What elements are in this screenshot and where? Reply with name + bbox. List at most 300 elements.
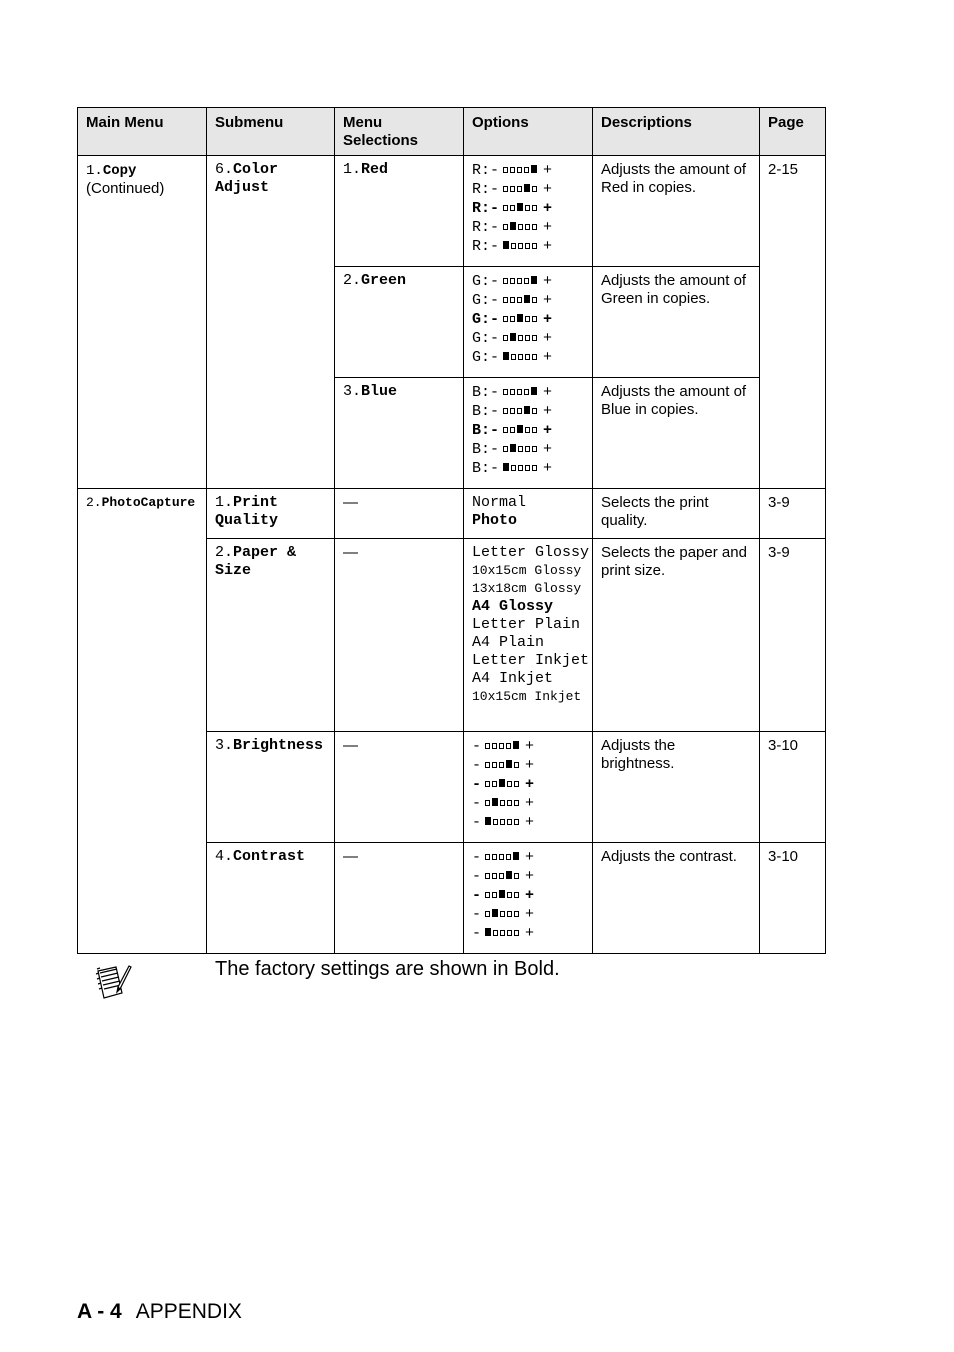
level-indicator xyxy=(503,218,539,236)
level-plus: + xyxy=(525,794,535,812)
description-paper-size: Selects the paper and print size. xyxy=(593,539,760,732)
submenu-name: Contrast xyxy=(233,848,306,865)
level-marker-empty xyxy=(503,297,508,303)
level-marker-filled xyxy=(499,779,505,787)
menu-table xyxy=(77,107,826,954)
option-letter-plain: Letter Plain xyxy=(472,616,581,633)
level-plus: + xyxy=(543,348,553,366)
level-list xyxy=(472,737,584,832)
level-list xyxy=(472,848,584,943)
submenu-name: Print Quality xyxy=(215,494,279,529)
level-prefix: G:- xyxy=(472,329,500,347)
selection-blue xyxy=(335,378,464,489)
level-marker-empty xyxy=(517,389,522,395)
level-marker-empty xyxy=(485,762,490,768)
options-brightness xyxy=(464,732,593,843)
main-menu-name: PhotoCapture xyxy=(101,495,196,510)
level-plus: + xyxy=(525,905,535,923)
level-marker-filled xyxy=(531,165,537,173)
selection-name: Red xyxy=(361,161,389,178)
level-marker-empty xyxy=(499,854,504,860)
level-marker-empty xyxy=(517,278,522,284)
level-marker-empty xyxy=(485,781,490,787)
level-prefix: - xyxy=(472,924,482,942)
selection-number: 3. xyxy=(343,383,362,400)
submenu-number: 1. xyxy=(215,494,234,511)
level-list xyxy=(472,272,584,367)
level-list xyxy=(472,383,584,478)
level-marker-empty xyxy=(500,930,505,936)
level-marker-empty xyxy=(532,224,537,230)
level-marker-empty xyxy=(493,819,498,825)
level-indicator xyxy=(503,180,539,198)
level-marker-empty xyxy=(499,873,504,879)
level-marker-empty xyxy=(511,354,516,360)
level-marker-filled xyxy=(485,928,491,936)
level-marker-empty xyxy=(525,427,530,433)
page-ref-print-quality: 3-9 xyxy=(760,489,826,539)
level-marker-empty xyxy=(532,316,537,322)
level-prefix: - xyxy=(472,867,482,885)
level-marker-empty xyxy=(485,800,490,806)
level-marker-filled xyxy=(503,352,509,360)
submenu-number: 6. xyxy=(215,161,234,178)
selection-brightness: — xyxy=(335,732,464,843)
option-13x18-glossy: 13x18cm Glossy xyxy=(472,581,582,596)
level-indicator xyxy=(485,813,521,831)
level-prefix: R:- xyxy=(472,180,500,198)
level-marker-empty xyxy=(510,408,515,414)
level-plus: + xyxy=(543,180,553,198)
header-menu-selections: Menu Selections xyxy=(335,108,464,156)
level-option xyxy=(472,867,584,886)
level-marker-empty xyxy=(517,186,522,192)
level-prefix: - xyxy=(472,886,482,904)
level-indicator xyxy=(485,905,521,923)
level-option xyxy=(472,402,584,421)
level-prefix: R:- xyxy=(472,199,500,217)
submenu-color-adjust xyxy=(207,156,335,489)
level-marker-empty xyxy=(493,930,498,936)
level-marker-empty xyxy=(492,743,497,749)
level-marker-empty xyxy=(511,465,516,471)
level-option xyxy=(472,459,584,478)
level-marker-empty xyxy=(532,243,537,249)
level-marker-empty xyxy=(510,205,515,211)
level-list xyxy=(472,161,584,256)
level-marker-filled xyxy=(513,741,519,749)
level-option xyxy=(472,310,584,329)
selection-green xyxy=(335,267,464,378)
level-option xyxy=(472,218,584,237)
level-marker-empty xyxy=(485,854,490,860)
main-menu-continued: (Continued) xyxy=(86,180,165,197)
option-10x15-glossy: 10x15cm Glossy xyxy=(472,563,582,578)
level-marker-empty xyxy=(503,389,508,395)
level-option xyxy=(472,272,584,291)
level-marker-empty xyxy=(518,243,523,249)
level-indicator xyxy=(503,421,539,439)
level-marker-empty xyxy=(517,167,522,173)
level-marker-empty xyxy=(532,446,537,452)
level-marker-filled xyxy=(492,798,498,806)
description-print-quality: Selects the print quality. xyxy=(593,489,760,539)
level-marker-empty xyxy=(507,911,512,917)
level-marker-empty xyxy=(532,205,537,211)
level-marker-empty xyxy=(524,167,529,173)
level-marker-empty xyxy=(532,408,537,414)
level-marker-empty xyxy=(532,297,537,303)
level-marker-empty xyxy=(485,892,490,898)
submenu-number: 3. xyxy=(215,737,234,754)
header-main-menu: Main Menu xyxy=(78,108,207,156)
level-prefix: - xyxy=(472,813,482,831)
level-marker-empty xyxy=(518,446,523,452)
level-marker-empty xyxy=(485,873,490,879)
level-marker-filled xyxy=(531,387,537,395)
level-marker-empty xyxy=(532,335,537,341)
level-plus: + xyxy=(543,421,553,439)
level-prefix: G:- xyxy=(472,348,500,366)
selection-name: Green xyxy=(361,272,407,289)
description-blue: Adjusts the amount of Blue in copies. xyxy=(593,378,760,489)
main-menu-copy xyxy=(78,156,207,489)
level-marker-empty xyxy=(506,743,511,749)
level-marker-filled xyxy=(492,909,498,917)
level-marker-empty xyxy=(492,873,497,879)
option-normal: Normal xyxy=(472,494,527,511)
level-marker-empty xyxy=(532,465,537,471)
level-marker-empty xyxy=(525,465,530,471)
page-ref-contrast: 3-10 xyxy=(760,843,826,954)
level-marker-empty xyxy=(525,354,530,360)
level-marker-empty xyxy=(518,465,523,471)
level-marker-filled xyxy=(510,333,516,341)
level-marker-filled xyxy=(531,276,537,284)
level-marker-filled xyxy=(517,203,523,211)
level-marker-empty xyxy=(503,167,508,173)
level-plus: + xyxy=(543,402,553,420)
level-indicator xyxy=(485,886,521,904)
level-plus: + xyxy=(525,775,535,793)
selection-number: 2. xyxy=(343,272,362,289)
level-marker-empty xyxy=(507,781,512,787)
level-marker-empty xyxy=(503,427,508,433)
level-marker-empty xyxy=(514,873,519,879)
level-plus: + xyxy=(543,383,553,401)
level-option xyxy=(472,775,584,794)
level-marker-empty xyxy=(500,819,505,825)
level-marker-empty xyxy=(517,297,522,303)
level-marker-empty xyxy=(517,408,522,414)
level-option xyxy=(472,886,584,905)
level-marker-empty xyxy=(503,205,508,211)
option-photo: Photo xyxy=(472,512,518,529)
level-marker-empty xyxy=(510,297,515,303)
page-ref-paper-size: 3-9 xyxy=(760,539,826,732)
level-option xyxy=(472,161,584,180)
main-menu-name: Copy xyxy=(102,163,137,179)
level-plus: + xyxy=(543,440,553,458)
level-marker-empty xyxy=(503,186,508,192)
level-marker-empty xyxy=(503,446,508,452)
level-option xyxy=(472,813,584,832)
level-marker-empty xyxy=(507,892,512,898)
submenu-name: Brightness xyxy=(233,737,324,754)
level-prefix: - xyxy=(472,775,482,793)
level-option xyxy=(472,440,584,459)
header-descriptions: Descriptions xyxy=(593,108,760,156)
level-marker-filled xyxy=(524,295,530,303)
main-menu-photocapture xyxy=(78,489,207,954)
level-prefix: G:- xyxy=(472,310,500,328)
level-marker-empty xyxy=(525,224,530,230)
selection-name: Blue xyxy=(361,383,398,400)
level-indicator xyxy=(503,459,539,477)
level-prefix: B:- xyxy=(472,440,500,458)
description-green: Adjusts the amount of Green in copies. xyxy=(593,267,760,378)
options-blue xyxy=(464,378,593,489)
level-plus: + xyxy=(525,924,535,942)
level-marker-filled xyxy=(499,890,505,898)
table-row xyxy=(78,489,826,539)
description-red: Adjusts the amount of Red in copies. xyxy=(593,156,760,267)
submenu-contrast xyxy=(207,843,335,954)
level-option xyxy=(472,383,584,402)
level-prefix: - xyxy=(472,848,482,866)
level-indicator xyxy=(503,310,539,328)
level-indicator xyxy=(503,199,539,217)
selection-paper-size: — xyxy=(335,539,464,732)
table-header-row xyxy=(78,108,826,156)
level-option xyxy=(472,737,584,756)
level-prefix: R:- xyxy=(472,161,500,179)
level-plus: + xyxy=(525,867,535,885)
level-marker-empty xyxy=(525,335,530,341)
level-marker-empty xyxy=(510,389,515,395)
level-marker-filled xyxy=(524,184,530,192)
level-marker-empty xyxy=(525,205,530,211)
level-marker-filled xyxy=(524,406,530,414)
level-prefix: B:- xyxy=(472,421,500,439)
header-options: Options xyxy=(464,108,593,156)
level-indicator xyxy=(485,867,521,885)
level-option xyxy=(472,237,584,256)
level-plus: + xyxy=(543,161,553,179)
level-plus: + xyxy=(543,459,553,477)
submenu-name: Color Adjust xyxy=(215,161,279,196)
level-marker-empty xyxy=(506,854,511,860)
level-option xyxy=(472,180,584,199)
level-prefix: - xyxy=(472,905,482,923)
selection-red xyxy=(335,156,464,267)
table-row xyxy=(78,156,826,267)
level-indicator xyxy=(503,383,539,401)
level-plus: + xyxy=(543,218,553,236)
page-ref-brightness: 3-10 xyxy=(760,732,826,843)
level-marker-empty xyxy=(514,781,519,787)
level-marker-filled xyxy=(517,425,523,433)
selection-print-quality: — xyxy=(335,489,464,539)
level-option xyxy=(472,291,584,310)
option-a4-inkjet: A4 Inkjet xyxy=(472,670,554,687)
level-indicator xyxy=(485,794,521,812)
level-marker-empty xyxy=(507,800,512,806)
footer-section: APPENDIX xyxy=(135,1300,242,1323)
notepad-pencil-icon xyxy=(94,963,132,1003)
level-marker-empty xyxy=(525,316,530,322)
option-a4-glossy: A4 Glossy xyxy=(472,598,554,615)
level-prefix: B:- xyxy=(472,402,500,420)
level-plus: + xyxy=(525,813,535,831)
options-red xyxy=(464,156,593,267)
level-marker-empty xyxy=(525,243,530,249)
level-indicator xyxy=(503,402,539,420)
level-marker-empty xyxy=(499,762,504,768)
description-contrast: Adjusts the contrast. xyxy=(593,843,760,954)
level-marker-empty xyxy=(532,427,537,433)
level-indicator xyxy=(485,775,521,793)
level-marker-empty xyxy=(510,427,515,433)
option-letter-glossy: Letter Glossy xyxy=(472,544,590,561)
level-marker-empty xyxy=(525,446,530,452)
level-marker-empty xyxy=(514,819,519,825)
level-marker-empty xyxy=(518,335,523,341)
level-indicator xyxy=(485,737,521,755)
level-marker-filled xyxy=(510,222,516,230)
options-green xyxy=(464,267,593,378)
description-brightness: Adjusts the brightness. xyxy=(593,732,760,843)
level-marker-filled xyxy=(485,817,491,825)
level-indicator xyxy=(503,348,539,366)
level-marker-empty xyxy=(514,800,519,806)
level-indicator xyxy=(503,237,539,255)
level-marker-empty xyxy=(485,743,490,749)
level-marker-empty xyxy=(492,781,497,787)
level-prefix: G:- xyxy=(472,291,500,309)
level-marker-empty xyxy=(503,224,508,230)
level-indicator xyxy=(503,291,539,309)
level-marker-filled xyxy=(513,852,519,860)
level-marker-empty xyxy=(485,911,490,917)
level-marker-empty xyxy=(524,389,529,395)
main-menu-number: 2. xyxy=(86,495,102,510)
level-plus: + xyxy=(525,886,535,904)
selection-number: 1. xyxy=(343,161,362,178)
level-marker-empty xyxy=(503,278,508,284)
level-marker-empty xyxy=(503,316,508,322)
level-option xyxy=(472,924,584,943)
level-marker-filled xyxy=(506,871,512,879)
level-marker-empty xyxy=(492,892,497,898)
level-marker-empty xyxy=(524,278,529,284)
level-option xyxy=(472,421,584,440)
page-footer xyxy=(77,1300,242,1324)
header-submenu: Submenu xyxy=(207,108,335,156)
level-marker-filled xyxy=(510,444,516,452)
header-page: Page xyxy=(760,108,826,156)
level-marker-empty xyxy=(532,186,537,192)
level-prefix: R:- xyxy=(472,218,500,236)
level-marker-empty xyxy=(492,854,497,860)
level-marker-empty xyxy=(510,278,515,284)
level-marker-empty xyxy=(507,930,512,936)
level-option xyxy=(472,794,584,813)
level-marker-filled xyxy=(503,463,509,471)
level-plus: + xyxy=(543,329,553,347)
level-marker-empty xyxy=(510,186,515,192)
options-print-quality xyxy=(464,489,593,539)
level-marker-empty xyxy=(510,316,515,322)
level-plus: + xyxy=(543,237,553,255)
selection-contrast: — xyxy=(335,843,464,954)
level-marker-empty xyxy=(503,335,508,341)
level-indicator xyxy=(503,329,539,347)
submenu-number: 4. xyxy=(215,848,234,865)
level-indicator xyxy=(485,848,521,866)
level-marker-filled xyxy=(506,760,512,768)
page-ref-color: 2-15 xyxy=(760,156,826,489)
level-option xyxy=(472,848,584,867)
level-marker-empty xyxy=(507,819,512,825)
level-marker-empty xyxy=(514,892,519,898)
level-marker-empty xyxy=(518,224,523,230)
level-marker-filled xyxy=(503,241,509,249)
submenu-number: 2. xyxy=(215,544,234,561)
submenu-name: Paper & Size xyxy=(215,544,297,579)
level-indicator xyxy=(503,161,539,179)
level-option xyxy=(472,199,584,218)
level-prefix: B:- xyxy=(472,383,500,401)
level-marker-empty xyxy=(499,743,504,749)
level-plus: + xyxy=(543,272,553,290)
level-marker-empty xyxy=(500,911,505,917)
level-marker-empty xyxy=(503,408,508,414)
level-marker-empty xyxy=(518,354,523,360)
submenu-print-quality xyxy=(207,489,335,539)
level-option xyxy=(472,348,584,367)
level-prefix: G:- xyxy=(472,272,500,290)
main-menu-number: 1. xyxy=(86,163,103,179)
level-prefix: R:- xyxy=(472,237,500,255)
level-plus: + xyxy=(525,756,535,774)
level-marker-empty xyxy=(514,762,519,768)
level-marker-empty xyxy=(510,167,515,173)
option-a4-plain: A4 Plain xyxy=(472,634,545,651)
options-contrast xyxy=(464,843,593,954)
level-marker-empty xyxy=(514,911,519,917)
options-paper-size xyxy=(464,539,593,732)
level-plus: + xyxy=(543,310,553,328)
level-marker-filled xyxy=(517,314,523,322)
level-plus: + xyxy=(525,737,535,755)
level-marker-empty xyxy=(500,800,505,806)
level-marker-empty xyxy=(492,762,497,768)
level-option xyxy=(472,329,584,348)
option-10x15-inkjet: 10x15cm Inkjet xyxy=(472,689,582,704)
level-prefix: - xyxy=(472,794,482,812)
level-plus: + xyxy=(543,199,553,217)
level-indicator xyxy=(503,272,539,290)
level-plus: + xyxy=(543,291,553,309)
factory-settings-note: The factory settings are shown in Bold. xyxy=(215,958,560,980)
footer-page-id: A - 4 xyxy=(77,1300,122,1323)
submenu-brightness xyxy=(207,732,335,843)
level-option xyxy=(472,905,584,924)
level-indicator xyxy=(485,924,521,942)
level-plus: + xyxy=(525,848,535,866)
level-prefix: - xyxy=(472,737,482,755)
